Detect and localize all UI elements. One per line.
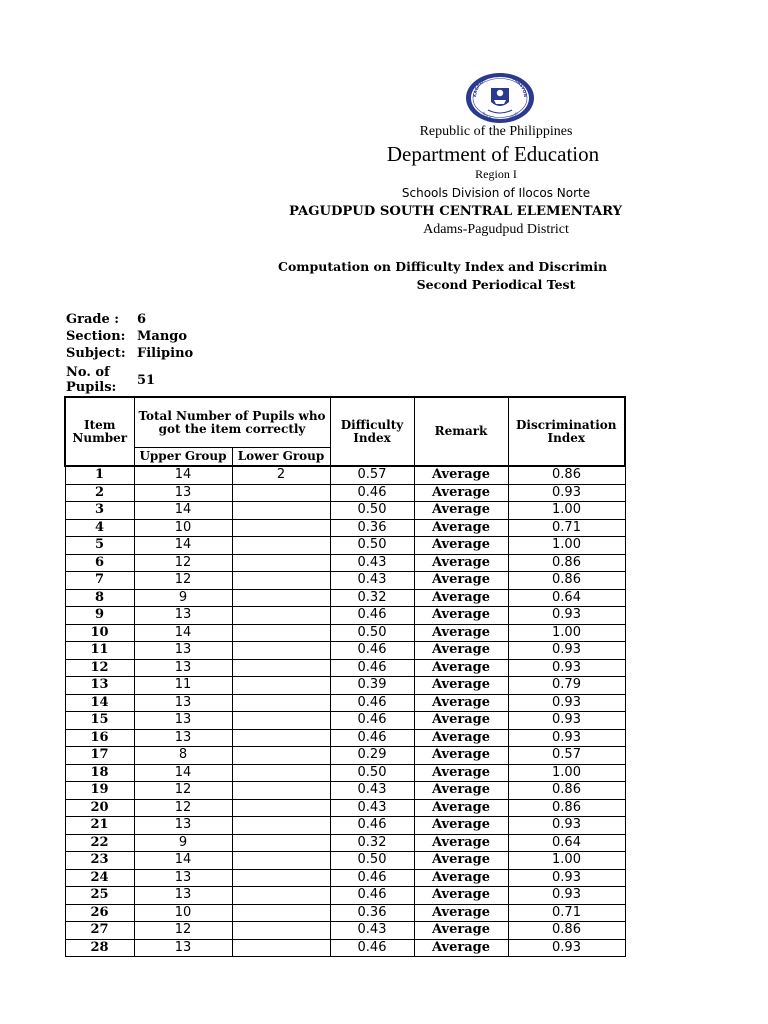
discrimination-index-cell: 1.00: [508, 502, 625, 520]
difficulty-index-cell: 0.46: [330, 694, 414, 712]
discrimination-index-cell: 0.93: [508, 484, 625, 502]
upper-group-cell: 8: [134, 747, 232, 765]
header-discrimination-index: Discrimination Index: [508, 397, 625, 466]
section-label: Section:: [66, 329, 126, 344]
upper-group-cell: 9: [134, 589, 232, 607]
table-row: [65, 939, 625, 957]
discrimination-index-cell: 0.86: [508, 782, 625, 800]
lower-group-cell: [232, 659, 330, 677]
discrimination-index-cell: 0.93: [508, 729, 625, 747]
upper-group-cell: 13: [134, 817, 232, 835]
upper-group-cell: 9: [134, 834, 232, 852]
item-number-cell: 23: [65, 852, 134, 870]
pupils-label-line1: No. of: [66, 365, 110, 380]
table-row: [65, 484, 625, 502]
header-item-number: Item Number: [65, 397, 134, 466]
lower-group-cell: [232, 712, 330, 730]
remark-cell: Average: [414, 694, 508, 712]
item-number-cell: 8: [65, 589, 134, 607]
upper-group-cell: 13: [134, 659, 232, 677]
discrimination-index-cell: 0.93: [508, 659, 625, 677]
discrimination-index-cell: 0.93: [508, 869, 625, 887]
discrimination-index-cell: 0.93: [508, 642, 625, 660]
difficulty-index-cell: 0.57: [330, 466, 414, 484]
remark-cell: Average: [414, 537, 508, 555]
upper-group-cell: 14: [134, 852, 232, 870]
upper-group-cell: 14: [134, 502, 232, 520]
discrimination-index-cell: 0.64: [508, 589, 625, 607]
difficulty-index-cell: 0.46: [330, 659, 414, 677]
discrimination-index-cell: 0.71: [508, 904, 625, 922]
remark-cell: Average: [414, 677, 508, 695]
remark-cell: Average: [414, 887, 508, 905]
table-row: [65, 747, 625, 765]
lower-group-cell: [232, 572, 330, 590]
discrimination-index-cell: 1.00: [508, 624, 625, 642]
remark-cell: Average: [414, 624, 508, 642]
remark-cell: Average: [414, 764, 508, 782]
difficulty-index-cell: 0.50: [330, 852, 414, 870]
item-number-cell: 19: [65, 782, 134, 800]
discrimination-index-cell: 0.71: [508, 519, 625, 537]
table-row: [65, 712, 625, 730]
item-number-cell: 11: [65, 642, 134, 660]
table-row: [65, 537, 625, 555]
report-subtitle: Second Periodical Test: [416, 277, 576, 292]
region-name: Region I: [475, 167, 517, 181]
difficulty-index-cell: 0.39: [330, 677, 414, 695]
remark-cell: Average: [414, 589, 508, 607]
difficulty-index-cell: 0.43: [330, 782, 414, 800]
deped-seal-logo: [464, 72, 536, 124]
remark-cell: Average: [414, 747, 508, 765]
remark-cell: Average: [414, 782, 508, 800]
lower-group-cell: [232, 484, 330, 502]
table-row: [65, 589, 625, 607]
lower-group-cell: [232, 589, 330, 607]
remark-cell: Average: [414, 869, 508, 887]
table-row: [65, 502, 625, 520]
table-body: [65, 466, 625, 957]
discrimination-index-cell: 0.86: [508, 922, 625, 940]
lower-group-cell: [232, 642, 330, 660]
discrimination-index-cell: 1.00: [508, 764, 625, 782]
difficulty-index-cell: 0.46: [330, 887, 414, 905]
lower-group-cell: [232, 852, 330, 870]
item-number-cell: 3: [65, 502, 134, 520]
upper-group-cell: 13: [134, 712, 232, 730]
item-number-cell: 16: [65, 729, 134, 747]
difficulty-index-cell: 0.46: [330, 869, 414, 887]
difficulty-index-cell: 0.46: [330, 729, 414, 747]
upper-group-cell: 13: [134, 887, 232, 905]
remark-cell: Average: [414, 642, 508, 660]
difficulty-index-cell: 0.46: [330, 484, 414, 502]
table-row: [65, 677, 625, 695]
lower-group-cell: [232, 747, 330, 765]
table-row: [65, 624, 625, 642]
upper-group-cell: 10: [134, 519, 232, 537]
lower-group-cell: [232, 904, 330, 922]
table-row: [65, 764, 625, 782]
item-number-cell: 14: [65, 694, 134, 712]
subject-value: Filipino: [137, 346, 194, 361]
remark-cell: Average: [414, 572, 508, 590]
upper-group-cell: 13: [134, 939, 232, 957]
item-number-cell: 10: [65, 624, 134, 642]
difficulty-index-cell: 0.50: [330, 502, 414, 520]
item-number-cell: 22: [65, 834, 134, 852]
difficulty-index-cell: 0.46: [330, 939, 414, 957]
difficulty-index-cell: 0.43: [330, 922, 414, 940]
difficulty-index-cell: 0.46: [330, 607, 414, 625]
school-name: PAGUDPUD SOUTH CENTRAL ELEMENTARY: [289, 204, 623, 219]
discrimination-index-cell: 0.86: [508, 799, 625, 817]
upper-group-cell: 12: [134, 554, 232, 572]
table-row: [65, 782, 625, 800]
report-title: Computation on Difficulty Index and Discrimin: [278, 259, 608, 274]
upper-group-cell: 13: [134, 869, 232, 887]
pupils-label-line2: Pupils:: [66, 380, 117, 395]
upper-group-cell: 12: [134, 572, 232, 590]
lower-group-cell: [232, 817, 330, 835]
table-row: [65, 554, 625, 572]
table-row: [65, 642, 625, 660]
item-number-cell: 12: [65, 659, 134, 677]
lower-group-cell: [232, 502, 330, 520]
table-row: [65, 607, 625, 625]
seal-text-bottom: REPUBLIKA NG PILIPINAS: [480, 111, 520, 124]
upper-group-cell: 14: [134, 764, 232, 782]
difficulty-index-cell: 0.32: [330, 834, 414, 852]
lower-group-cell: [232, 537, 330, 555]
discrimination-index-cell: 0.57: [508, 747, 625, 765]
table-row: [65, 922, 625, 940]
difficulty-index-cell: 0.32: [330, 589, 414, 607]
table-row: [65, 817, 625, 835]
header-upper-group: Upper Group: [134, 448, 232, 467]
header-total-pupils: Total Number of Pupils who got the item correctly: [134, 397, 330, 448]
division-name: Schools Division of Ilocos Norte: [401, 186, 591, 200]
lower-group-cell: [232, 677, 330, 695]
upper-group-cell: 10: [134, 904, 232, 922]
country-name: Republic of the Philippines: [419, 124, 573, 139]
header-remark: Remark: [414, 397, 508, 466]
difficulty-index-cell: 0.46: [330, 817, 414, 835]
department-name: Department of Education: [386, 142, 600, 166]
item-number-cell: 21: [65, 817, 134, 835]
lower-group-cell: [232, 869, 330, 887]
discrimination-index-cell: 0.93: [508, 887, 625, 905]
upper-group-cell: 12: [134, 799, 232, 817]
difficulty-index-cell: 0.43: [330, 554, 414, 572]
remark-cell: Average: [414, 799, 508, 817]
item-number-cell: 13: [65, 677, 134, 695]
remark-cell: Average: [414, 554, 508, 572]
upper-group-cell: 12: [134, 922, 232, 940]
lower-group-cell: [232, 922, 330, 940]
table-row: [65, 659, 625, 677]
lower-group-cell: [232, 834, 330, 852]
upper-group-cell: 11: [134, 677, 232, 695]
table-row: [65, 729, 625, 747]
remark-cell: Average: [414, 466, 508, 484]
seal-text-top: KAGAWARAN NG EDUKASYON: [471, 72, 529, 98]
difficulty-index-cell: 0.29: [330, 747, 414, 765]
table-row: [65, 852, 625, 870]
table-row: [65, 572, 625, 590]
difficulty-index-cell: 0.43: [330, 572, 414, 590]
upper-group-cell: 12: [134, 782, 232, 800]
upper-group-cell: 13: [134, 484, 232, 502]
remark-cell: Average: [414, 834, 508, 852]
item-number-cell: 1: [65, 466, 134, 484]
table-row: [65, 799, 625, 817]
upper-group-cell: 13: [134, 642, 232, 660]
item-number-cell: 26: [65, 904, 134, 922]
subject-label: Subject:: [66, 346, 126, 361]
item-number-cell: 7: [65, 572, 134, 590]
header-lower-group: Lower Group: [232, 448, 330, 467]
table-row: [65, 834, 625, 852]
item-number-cell: 4: [65, 519, 134, 537]
remark-cell: Average: [414, 922, 508, 940]
item-number-cell: 9: [65, 607, 134, 625]
lower-group-cell: [232, 624, 330, 642]
pupils-value: 51: [137, 373, 156, 388]
discrimination-index-cell: 0.86: [508, 572, 625, 590]
upper-group-cell: 14: [134, 537, 232, 555]
remark-cell: Average: [414, 659, 508, 677]
remark-cell: Average: [414, 939, 508, 957]
upper-group-cell: 14: [134, 466, 232, 484]
discrimination-index-cell: 0.93: [508, 712, 625, 730]
lower-group-cell: [232, 554, 330, 572]
difficulty-index-cell: 0.46: [330, 712, 414, 730]
item-number-cell: 18: [65, 764, 134, 782]
item-number-cell: 25: [65, 887, 134, 905]
lower-group-cell: [232, 729, 330, 747]
grade-value: 6: [137, 312, 147, 327]
table-row: [65, 869, 625, 887]
lower-group-cell: [232, 887, 330, 905]
remark-cell: Average: [414, 729, 508, 747]
lower-group-cell: [232, 939, 330, 957]
discrimination-index-cell: 0.64: [508, 834, 625, 852]
grade-label: Grade :: [66, 312, 120, 327]
upper-group-cell: 13: [134, 694, 232, 712]
discrimination-index-cell: 0.93: [508, 817, 625, 835]
lower-group-cell: [232, 782, 330, 800]
item-number-cell: 24: [65, 869, 134, 887]
item-number-cell: 17: [65, 747, 134, 765]
discrimination-index-cell: 0.86: [508, 554, 625, 572]
table-row: [65, 887, 625, 905]
table-row: [65, 519, 625, 537]
remark-cell: Average: [414, 852, 508, 870]
lower-group-cell: [232, 519, 330, 537]
discrimination-index-cell: 0.93: [508, 939, 625, 957]
section-value: Mango: [137, 329, 188, 344]
difficulty-index-cell: 0.50: [330, 764, 414, 782]
item-number-cell: 28: [65, 939, 134, 957]
item-number-cell: 6: [65, 554, 134, 572]
discrimination-index-cell: 0.93: [508, 694, 625, 712]
upper-group-cell: 14: [134, 624, 232, 642]
lower-group-cell: [232, 694, 330, 712]
remark-cell: Average: [414, 484, 508, 502]
header-difficulty-index: Difficulty Index: [330, 397, 414, 466]
table-row: [65, 694, 625, 712]
discrimination-index-cell: 0.93: [508, 607, 625, 625]
remark-cell: Average: [414, 519, 508, 537]
remark-cell: Average: [414, 817, 508, 835]
upper-group-cell: 13: [134, 607, 232, 625]
district-name: Adams-Pagudpud District: [423, 222, 569, 237]
remark-cell: Average: [414, 502, 508, 520]
difficulty-index-cell: 0.43: [330, 799, 414, 817]
difficulty-index-cell: 0.36: [330, 519, 414, 537]
discrimination-index-cell: 1.00: [508, 852, 625, 870]
difficulty-index-cell: 0.50: [330, 624, 414, 642]
lower-group-cell: [232, 607, 330, 625]
item-number-cell: 2: [65, 484, 134, 502]
item-number-cell: 15: [65, 712, 134, 730]
remark-cell: Average: [414, 607, 508, 625]
discrimination-index-cell: 0.86: [508, 466, 625, 484]
item-analysis-table: [64, 396, 626, 957]
lower-group-cell: 2: [232, 466, 330, 484]
table-row: [65, 904, 625, 922]
remark-cell: Average: [414, 904, 508, 922]
difficulty-index-cell: 0.46: [330, 642, 414, 660]
discrimination-index-cell: 0.79: [508, 677, 625, 695]
difficulty-index-cell: 0.50: [330, 537, 414, 555]
upper-group-cell: 13: [134, 729, 232, 747]
difficulty-index-cell: 0.36: [330, 904, 414, 922]
item-number-cell: 27: [65, 922, 134, 940]
item-number-cell: 20: [65, 799, 134, 817]
table-row: [65, 466, 625, 484]
lower-group-cell: [232, 764, 330, 782]
lower-group-cell: [232, 799, 330, 817]
discrimination-index-cell: 1.00: [508, 537, 625, 555]
remark-cell: Average: [414, 712, 508, 730]
item-number-cell: 5: [65, 537, 134, 555]
